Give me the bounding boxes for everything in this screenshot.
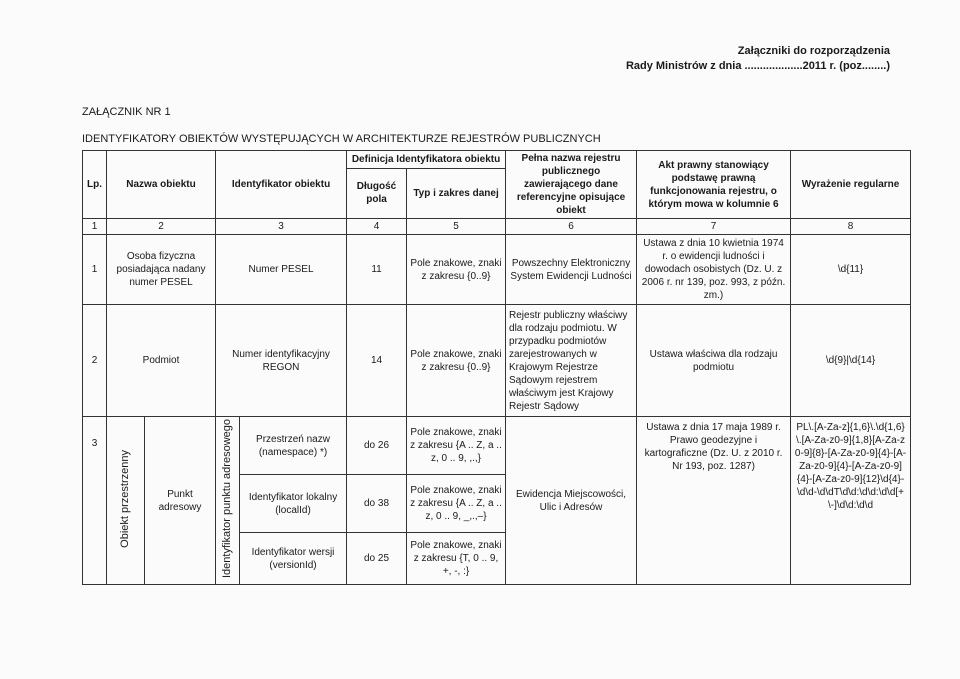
col-number: 2 xyxy=(107,219,216,235)
page-header xyxy=(626,44,890,74)
row2-rejestr: Rejestr publiczny właściwy dla rodzaju podmiotu. W przypadku podmiotów zarejestrowanych w Krajowym Rejestrze Sądowym rejestrem właściwym jest Krajowy Rejestr Sądowy xyxy=(506,305,637,417)
row2-regex: \d{9}|\d{14} xyxy=(791,305,911,417)
row1-akt: Ustawa z dnia 10 kwietnia 1974 r. o ewidencji ludności i dowodach osobistych (Dz. U. z 2006 r. nr 139, poz. 993, z późn. zm.) xyxy=(637,235,791,305)
row1-dlugosc: 11 xyxy=(347,235,407,305)
row1-typ: Pole znakowe, znaki z zakresu {0..9} xyxy=(407,235,506,305)
row2-nazwa: Podmiot xyxy=(107,305,216,417)
row3-sub1-dlugosc: do 26 xyxy=(347,417,407,475)
row1-rejestr: Powszechny Elektroniczny System Ewidencji Ludności xyxy=(506,235,637,305)
row3-sub3-typ: Pole znakowe, znaki z zakresu {T, 0 .. 9, +, -, :} xyxy=(407,533,506,585)
col-number: 8 xyxy=(791,219,911,235)
row3-sub3-identyfikator: Identyfikator wersji (versionId) xyxy=(240,533,347,585)
col-number: 3 xyxy=(216,219,347,235)
row3-sub3-dlugosc: do 25 xyxy=(347,533,407,585)
annex-label: ZAŁĄCZNIK NR 1 xyxy=(82,106,171,118)
row3-regex: PL\.[A-Za-z]{1,6}\.\d{1,6}\.[A-Za-z0-9]{1,8}[A-Za-z0-9]{8}-[A-Za-z0-9]{4}-[A-Za-z0-9]{4}-[A-Za-z0-9]{4}-[A-Za-z0-9]{12}\d{4}-\d\d-\d\dT\d\d:\d\d:\d\d[+\-]\d\d:\d\d xyxy=(791,417,911,585)
row3-vertical-id xyxy=(216,417,240,585)
row3-sub2-identyfikator: Identyfikator lokalny (localId) xyxy=(240,475,347,533)
table-row xyxy=(83,235,911,305)
row3-akt: Ustawa z dnia 17 maja 1989 r. Prawo geodezyjne i kartograficzne (Dz. U. z 2010 r. Nr 193, poz. 1287) xyxy=(637,417,791,585)
header-definicja: Definicja Identyfikatora obiektu xyxy=(347,151,506,169)
row2-typ: Pole znakowe, znaki z zakresu {0..9} xyxy=(407,305,506,417)
col-number: 1 xyxy=(83,219,107,235)
header-dlugosc: Długość pola xyxy=(347,168,407,218)
header-wyrazenie: Wyrażenie regularne xyxy=(791,151,911,219)
row3-rejestr: Ewidencja Miejscowości, Ulic i Adresów xyxy=(506,417,637,585)
header-akt-prawny: Akt prawny stanowiący podstawę prawną funkcjonowania rejestru, o którym mowa w kolumnie 6 xyxy=(637,151,791,219)
row3-sub2-typ: Pole znakowe, znaki z zakresu {A .. Z, a .. z, 0 .. 9, _,.,–} xyxy=(407,475,506,533)
header-identyfikator: Identyfikator obiektu xyxy=(216,151,347,219)
row3-vertical-group xyxy=(107,417,145,585)
row3-nazwa: Punkt adresowy xyxy=(145,417,216,585)
row2-lp: 2 xyxy=(83,305,107,417)
header-line-1: Załączniki do rozporządzenia xyxy=(737,45,890,57)
header-lp: Lp. xyxy=(83,151,107,219)
header-line-2: Rady Ministrów z dnia ...................2011 r. (poz........) xyxy=(625,60,890,72)
row3-sub2-dlugosc: do 38 xyxy=(347,475,407,533)
table-row xyxy=(83,417,911,475)
header-nazwa: Nazwa obiektu xyxy=(107,151,216,219)
row2-akt: Ustawa właściwa dla rodzaju podmiotu xyxy=(637,305,791,417)
col-number: 6 xyxy=(506,219,637,235)
col-number: 7 xyxy=(637,219,791,235)
row2-identyfikator: Numer identyfikacyjny REGON xyxy=(216,305,347,417)
row3-vertical-id-text: Identyfikator punktu adresowego xyxy=(221,419,233,578)
row1-regex: \d{11} xyxy=(791,235,911,305)
row3-sub1-typ: Pole znakowe, znaki z zakresu {A .. Z, a .. z, 0 .. 9, ,.,} xyxy=(407,417,506,475)
row2-dlugosc: 14 xyxy=(347,305,407,417)
row1-nazwa: Osoba fizyczna posiadająca nadany numer PESEL xyxy=(107,235,216,305)
identifiers-table xyxy=(82,150,911,585)
col-number: 5 xyxy=(407,219,506,235)
row3-lp: 3 xyxy=(83,417,107,585)
row3-vertical-group-text: Obiekt przestrzenny xyxy=(119,449,131,548)
header-pelna-nazwa: Pełna nazwa rejestru publicznego zawierającego dane referencyjne opisujące obiekt xyxy=(506,151,637,219)
row1-lp: 1 xyxy=(83,235,107,305)
col-number: 4 xyxy=(347,219,407,235)
row1-identyfikator: Numer PESEL xyxy=(216,235,347,305)
row3-sub1-identyfikator: Przestrzeń nazw (namespace) *) xyxy=(240,417,347,475)
document-title: IDENTYFIKATORY OBIEKTÓW WYSTĘPUJĄCYCH W ARCHITEKTURZE REJESTRÓW PUBLICZNYCH xyxy=(82,133,601,145)
header-typ: Typ i zakres danej xyxy=(407,168,506,218)
table-row xyxy=(83,305,911,417)
